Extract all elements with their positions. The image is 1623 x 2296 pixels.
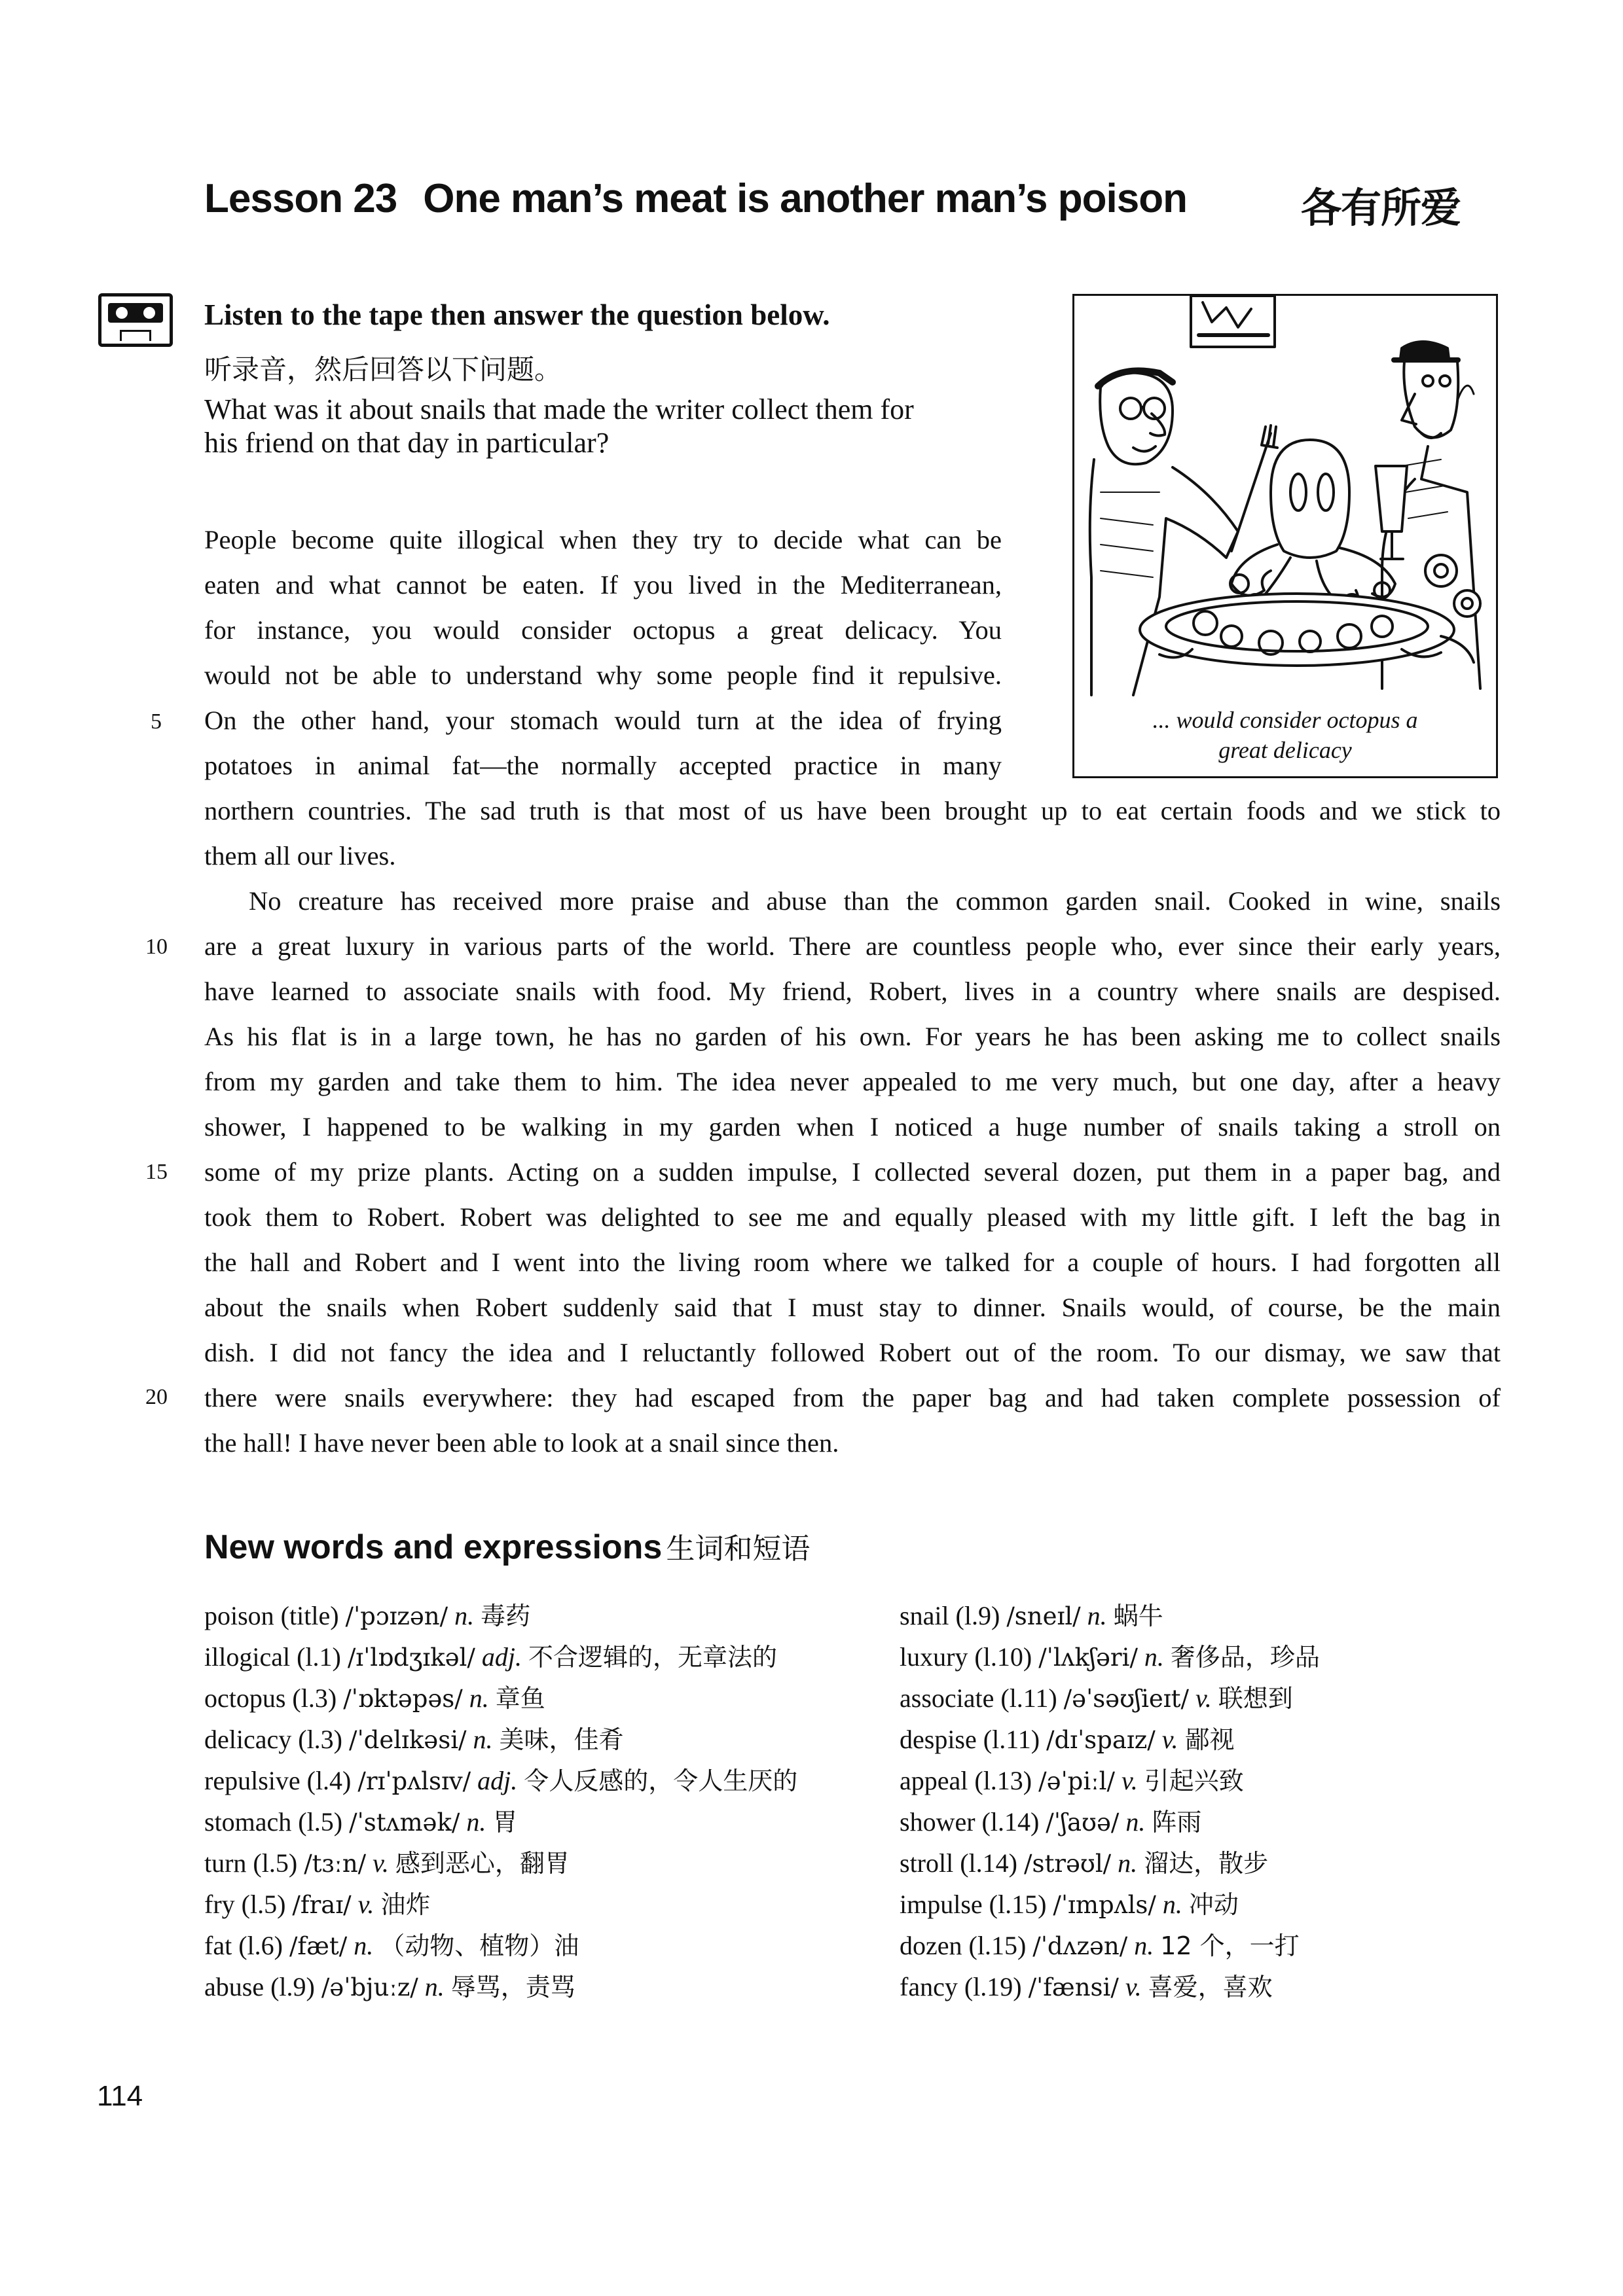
text-line: some of my prize plants. Acting on a sudden impulse, I collected several dozen, put them in a paper bag, and	[204, 1157, 1501, 1187]
text-line: are a great luxury in various parts of the world. There are countless people who, ever since their early years,	[204, 931, 1501, 961]
vocab-item: turn (l.5) /tɜːn/ v. 感到恶心，翻胃	[204, 1848, 570, 1878]
vocab-item: luxury (l.10) /ˈlʌkʃəri/ n. 奢侈品，珍品	[900, 1642, 1320, 1672]
text-line: have learned to associate snails with food. My friend, Robert, lives in a country where snails are despised.	[204, 977, 1501, 1006]
text-line: the hall and Robert and I went into the living room where we talked for a couple of hours. I had forgotten all	[204, 1247, 1501, 1277]
instruction-cn: 听录音，然后回答以下问题。	[204, 353, 562, 386]
vocab-item: shower (l.14) /ˈʃaʊə/ n. 阵雨	[900, 1807, 1202, 1837]
vocab-item: octopus (l.3) /ˈɒktəpəs/ n. 章鱼	[204, 1683, 545, 1713]
new-words-heading	[204, 1525, 810, 1567]
vocab-item: fat (l.6) /fæt/ n. （动物、植物）油	[204, 1931, 579, 1960]
comprehension-question	[204, 393, 1055, 459]
lesson-title-text: One man’s meat is another man’s poison	[423, 176, 1187, 221]
vocab-item: stomach (l.5) /ˈstʌmək/ n. 胃	[204, 1807, 518, 1837]
text-line: would not be able to understand why some people find it repulsive.	[204, 660, 1002, 690]
reading-passage	[204, 517, 1501, 1465]
vocab-item: delicacy (l.3) /ˈdelɪkəsi/ n. 美味，佳肴	[204, 1725, 624, 1754]
text-line: eaten and what cannot be eaten. If you lived in the Mediterranean,	[204, 570, 1002, 600]
text-line: about the snails when Robert suddenly said that I must stay to dinner. Snails would, of course, be the main	[204, 1293, 1501, 1322]
text-line: dish. I did not fancy the idea and I reluctantly followed Robert out of the room. To our dismay, we saw that	[204, 1338, 1501, 1367]
caption-line: great delicacy	[1218, 737, 1352, 763]
text-line: northern countries. The sad truth is that most of us have been brought up to eat certain foods and we stick to	[204, 796, 1501, 825]
vocab-column-right	[900, 1596, 1320, 2008]
text-line: took them to Robert. Robert was delighted to see me and equally pleased with my little gift. I left the bag in	[204, 1202, 1501, 1232]
vocab-item: stroll (l.14) /strəʊl/ n. 溜达，散步	[900, 1848, 1269, 1878]
instruction-en: Listen to the tape then answer the question below.	[204, 298, 830, 331]
vocab-item: abuse (l.9) /əˈbjuːz/ n. 辱骂，责骂	[204, 1972, 575, 2001]
vocab-item: associate (l.11) /əˈsəʊʃieɪt/ v. 联想到	[900, 1683, 1293, 1713]
text-line: them all our lives.	[204, 841, 396, 870]
vocab-item: impulse (l.15) /ˈɪmpʌls/ n. 冲动	[900, 1890, 1239, 1919]
vocab-column-left	[204, 1596, 797, 2008]
text-line: the hall! I have never been able to look at a snail since then.	[204, 1428, 839, 1458]
vocab-item: fancy (l.19) /ˈfænsi/ v. 喜爱，喜欢	[900, 1972, 1273, 2001]
text-line: shower, I happened to be walking in my garden when I noticed a huge number of snails taking a stroll on	[204, 1112, 1501, 1141]
text-line: On the other hand, your stomach would turn at the idea of frying	[204, 706, 1002, 735]
vocab-item: dozen (l.15) /ˈdʌzən/ n. 12 个，一打	[900, 1931, 1300, 1960]
vocab-item: poison (title) /ˈpɔɪzən/ n. 毒药	[204, 1601, 531, 1630]
cassette-tape-icon	[98, 293, 173, 347]
vocab-item: fry (l.5) /fraɪ/ v. 油炸	[204, 1890, 431, 1919]
vocab-item: repulsive (l.4) /rɪˈpʌlsɪv/ adj. 令人反感的，令人生厌的	[204, 1766, 798, 1795]
line-number: 5	[151, 709, 162, 734]
vocab-item: snail (l.9) /sneɪl/ n. 蜗牛	[900, 1601, 1163, 1630]
lesson-number: Lesson 23	[204, 176, 397, 221]
question-line: What was it about snails that made the writer collect them for	[204, 393, 914, 425]
question-line: his friend on that day in particular?	[204, 427, 610, 459]
text-line: potatoes in animal fat—the normally accepted practice in many	[204, 751, 1002, 780]
vocab-item: appeal (l.13) /əˈpiːl/ v. 引起兴致	[900, 1766, 1244, 1795]
lesson-title	[204, 175, 1514, 232]
text-line: there were snails everywhere: they had escaped from the paper bag and had taken complete possession of	[204, 1383, 1501, 1412]
text-line: As his flat is in a large town, he has no garden of his own. For years he has been asking me to collect snails	[204, 1022, 1501, 1051]
text-line: for instance, you would consider octopus a great delicacy. You	[204, 615, 1002, 645]
new-words-title: New words and expressions	[204, 1528, 663, 1566]
caption-line: ... would consider octopus a	[1152, 707, 1418, 733]
text-line: from my garden and take them to him. The idea never appealed to me very much, but one day, after a heavy	[204, 1067, 1501, 1096]
line-number: 20	[145, 1385, 168, 1409]
line-number: 10	[145, 935, 168, 959]
lesson-title-cn: 各有所爱	[1301, 184, 1461, 232]
vocab-item: illogical (l.1) /ɪˈlɒdʒɪkəl/ adj. 不合逻辑的，无章法的	[204, 1642, 777, 1672]
text-line: No creature has received more praise and abuse than the common garden snail. Cooked in wine, snails	[249, 886, 1501, 916]
vocab-item: despise (l.11) /dɪˈspaɪz/ v. 鄙视	[900, 1725, 1235, 1754]
page-number: 114	[97, 2080, 143, 2112]
text-line: People become quite illogical when they try to decide what can be	[204, 525, 1002, 554]
new-words-title-cn: 生词和短语	[666, 1532, 811, 1566]
line-number: 15	[145, 1160, 168, 1184]
